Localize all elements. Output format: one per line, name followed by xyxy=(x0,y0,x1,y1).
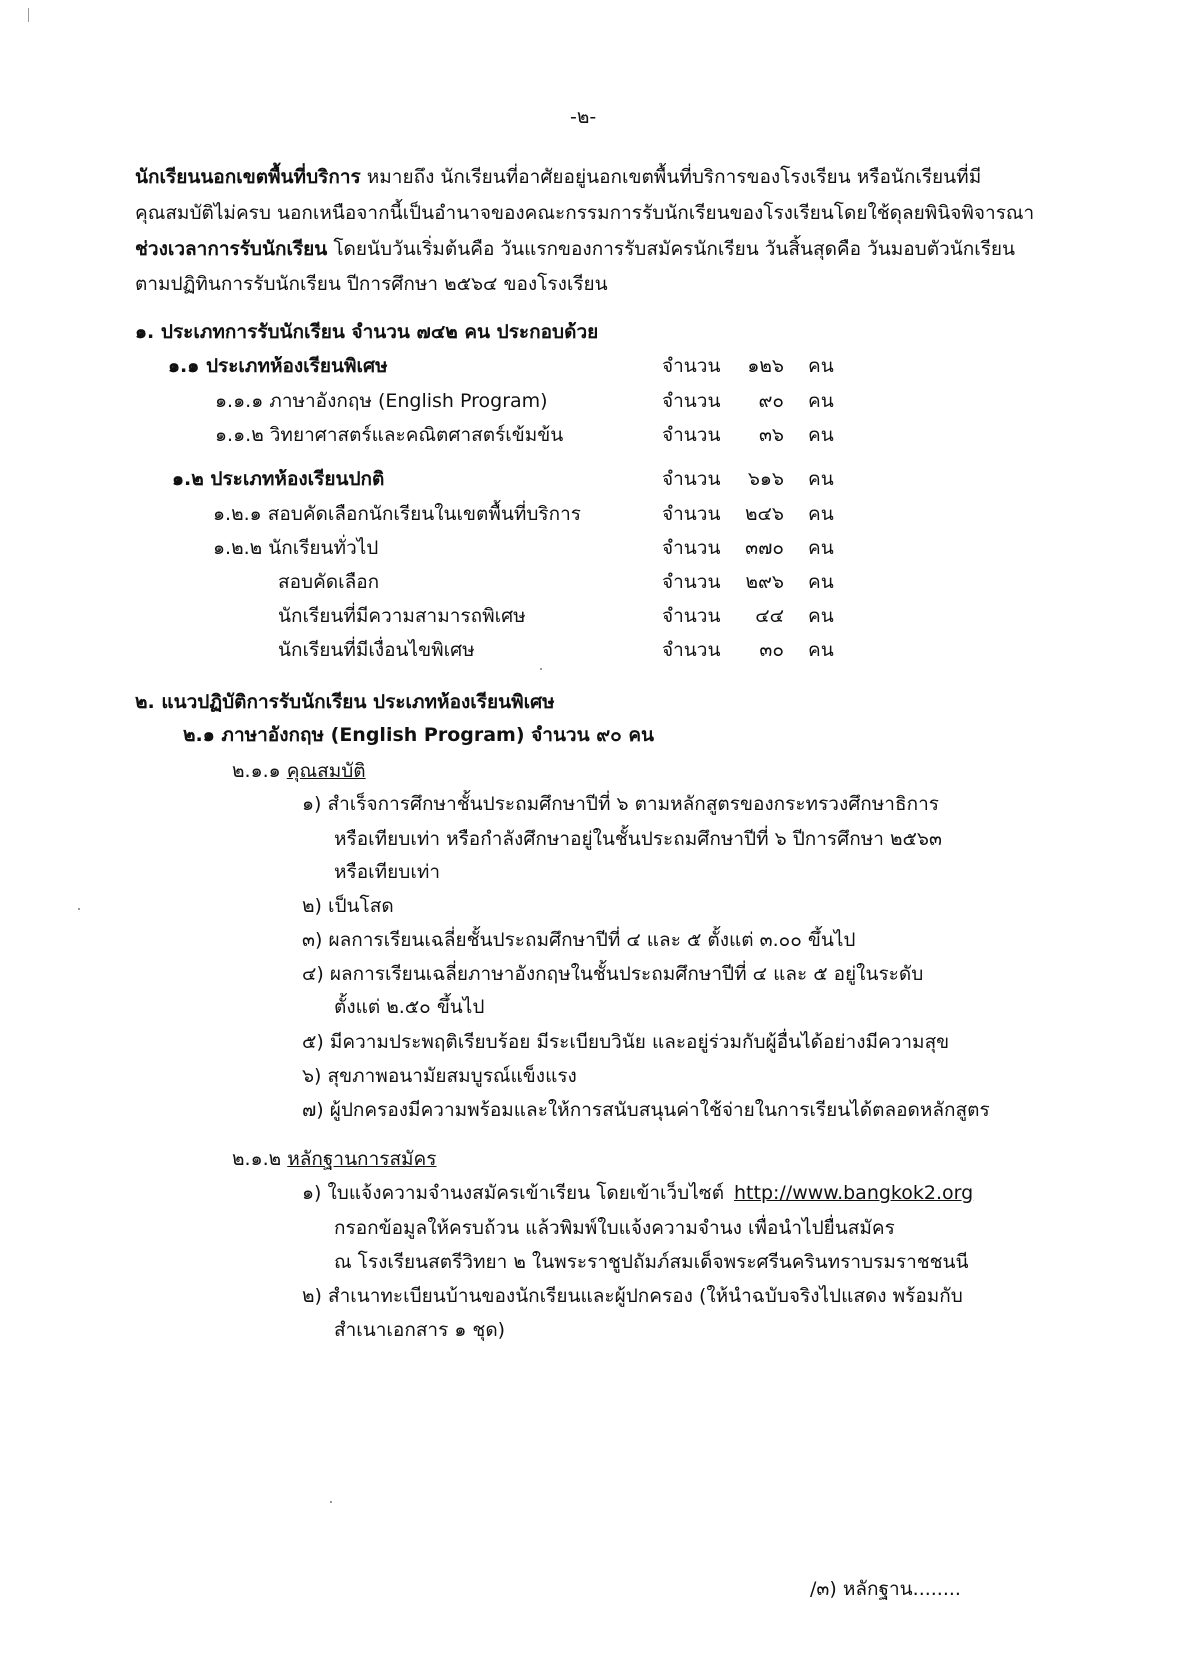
definition-text: หมายถึง นักเรียนที่อาศัยอยู่นอกเขตพื้นที่บริการของโรงเรียน หรือนักเรียนที่มี xyxy=(360,166,982,188)
quota-row-unit: คน xyxy=(808,503,834,525)
qualification-item-continued: หรือเทียบเท่า xyxy=(334,861,441,883)
quota-row-label: นักเรียนที่มีความสามารถพิเศษ xyxy=(278,605,526,627)
section-2-1-heading: ๒.๑ ภาษาอังกฤษ (English Program) จำนวน ๙๐ คน xyxy=(183,724,655,746)
definition-text: โดยนับวันเริ่มต้นคือ วันแรกของการรับสมัครนักเรียน วันสิ้นสุดคือ วันมอบตัวนักเรียน xyxy=(327,238,1016,260)
section-1-heading: ๑. ประเภทการรับนักเรียน จำนวน ๗๔๒ คน ประกอบด้วย xyxy=(135,321,599,343)
definition-term: ช่วงเวลาการรับนักเรียน xyxy=(135,238,328,260)
quota-row-label: ๑.๒.๑ สอบคัดเลือกนักเรียนในเขตพื้นที่บริการ xyxy=(213,503,582,525)
quota-row-value: ๖๑๖ xyxy=(747,468,784,490)
qualifications-title: คุณสมบัติ xyxy=(286,760,366,782)
documents-heading xyxy=(232,1146,436,1172)
definition-term: นักเรียนนอกเขตพื้นที่บริการ xyxy=(135,166,361,188)
continuation-footer: /๓) หลักฐาน........ xyxy=(810,1578,961,1600)
qualification-item: ๖) สุขภาพอนามัยสมบูรณ์แข็งแรง xyxy=(302,1065,577,1087)
quota-row-label: ๑.๑.๑ ภาษาอังกฤษ (English Program) xyxy=(215,390,548,412)
quota-row-value: ๙๐ xyxy=(758,390,784,412)
quota-row-unit: คน xyxy=(808,468,834,490)
qualification-item: ๓) ผลการเรียนเฉลี่ยชั้นประถมศึกษาปีที่ ๔ และ ๕ ตั้งแต่ ๓.๐๐ ขึ้นไป xyxy=(302,929,856,951)
scan-speck xyxy=(540,668,542,670)
documents-title: หลักฐานการสมัคร xyxy=(287,1148,437,1170)
qualification-item-continued: ตั้งแต่ ๒.๕๐ ขึ้นไป xyxy=(334,996,485,1018)
quota-row-label: ๑.๒.๒ นักเรียนทั่วไป xyxy=(213,537,379,559)
section-2-heading: ๒. แนวปฏิบัติการรับนักเรียน ประเภทห้องเรียนพิเศษ xyxy=(135,691,555,713)
quota-row-value: ๒๙๖ xyxy=(745,571,784,593)
quota-row-unit: คน xyxy=(808,605,834,627)
quota-row-unit-label: จำนวน xyxy=(662,424,721,446)
definition-text: ตามปฏิทินการรับนักเรียน ปีการศึกษา ๒๕๖๔ ของโรงเรียน xyxy=(135,273,608,295)
quota-row-value: ๒๔๖ xyxy=(745,503,784,525)
document-item xyxy=(302,1180,724,1206)
document-item: ๒) สำเนาทะเบียนบ้านของนักเรียนและผู้ปกครอง (ให้นำฉบับจริงไปแสดง พร้อมกับ xyxy=(302,1285,963,1307)
page-number: -๒- xyxy=(570,106,597,128)
quota-row-value: ๓๐ xyxy=(759,639,784,661)
quota-row-value: ๔๔ xyxy=(755,605,784,627)
qualifications-number: ๒.๑.๑ xyxy=(232,760,281,782)
quota-row-unit-label: จำนวน xyxy=(662,355,721,377)
quota-row-label: นักเรียนที่มีเงื่อนไขพิเศษ xyxy=(278,639,475,661)
quota-row-unit-label: จำนวน xyxy=(662,468,721,490)
qualification-item: ๔) ผลการเรียนเฉลี่ยภาษาอังกฤษในชั้นประถมศึกษาปีที่ ๔ และ ๕ อยู่ในระดับ xyxy=(302,963,924,985)
quota-row-value: ๑๒๖ xyxy=(747,355,784,377)
quota-row-label: สอบคัดเลือก xyxy=(278,571,380,593)
quota-row-value: ๓๖ xyxy=(758,424,784,446)
document-item-continued: กรอกข้อมูลให้ครบถ้วน แล้วพิมพ์ใบแจ้งความจำนง เพื่อนำไปยื่นสมัคร xyxy=(334,1217,895,1239)
document-item-continued: สำเนาเอกสาร ๑ ชุด) xyxy=(334,1319,506,1341)
website-link[interactable]: http://www.bangkok2.org xyxy=(734,1182,974,1204)
scan-speck xyxy=(78,908,80,910)
document-item-text: ๑) ใบแจ้งความจำนงสมัครเข้าเรียน โดยเข้าเว็บไซต์ xyxy=(302,1182,725,1204)
qualification-item: ๒) เป็นโสด xyxy=(302,895,394,917)
quota-row-unit: คน xyxy=(808,355,834,377)
quota-row-unit-label: จำนวน xyxy=(662,503,721,525)
documents-number: ๒.๑.๒ xyxy=(232,1148,282,1170)
quota-row-label: ๑.๑.๒ วิทยาศาสตร์และคณิตศาสตร์เข้มข้น xyxy=(215,424,564,446)
quota-row-unit-label: จำนวน xyxy=(662,639,721,661)
quota-row-unit-label: จำนวน xyxy=(662,537,721,559)
scan-speck xyxy=(330,1501,332,1503)
quota-row-unit: คน xyxy=(808,537,834,559)
qualifications-heading xyxy=(232,758,366,784)
quota-row-unit: คน xyxy=(808,390,834,412)
definition-outside-area xyxy=(135,164,981,190)
qualification-item: ๗) ผู้ปกครองมีความพร้อมและให้การสนับสนุนค่าใช้จ่ายในการเรียนได้ตลอดหลักสูตร xyxy=(302,1099,990,1121)
quota-row-label: ๑.๑ ประเภทห้องเรียนพิเศษ xyxy=(168,355,388,377)
quota-row-unit-label: จำนวน xyxy=(662,390,721,412)
quota-row-unit-label: จำนวน xyxy=(662,571,721,593)
quota-row-unit: คน xyxy=(808,571,834,593)
quota-row-unit: คน xyxy=(808,639,834,661)
qualification-item-continued: หรือเทียบเท่า หรือกำลังศึกษาอยู่ในชั้นประถมศึกษาปีที่ ๖ ปีการศึกษา ๒๕๖๓ xyxy=(334,828,942,850)
quota-row-unit-label: จำนวน xyxy=(662,605,721,627)
quota-row-label: ๑.๒ ประเภทห้องเรียนปกติ xyxy=(172,468,385,490)
qualification-item: ๕) มีความประพฤติเรียบร้อย มีระเบียบวินัย และอยู่ร่วมกับผู้อื่นได้อย่างมีความสุข xyxy=(302,1031,950,1053)
definition-text: คุณสมบัติไม่ครบ นอกเหนือจากนี้เป็นอำนาจของคณะกรรมการรับนักเรียนของโรงเรียนโดยใช้ดุลยพินิจพิจารณา xyxy=(135,202,1035,224)
qualification-item: ๑) สำเร็จการศึกษาชั้นประถมศึกษาปีที่ ๖ ตามหลักสูตรของกระทรวงศึกษาธิการ xyxy=(302,793,939,815)
definition-period xyxy=(135,236,1015,262)
quota-row-unit: คน xyxy=(808,424,834,446)
quota-row-value: ๓๗๐ xyxy=(745,537,784,559)
document-item-continued: ณ โรงเรียนสตรีวิทยา ๒ ในพระราชูปถัมภ์สมเด็จพระศรีนครินทราบรมราชชนนี xyxy=(334,1251,969,1273)
scan-speck xyxy=(28,8,29,22)
